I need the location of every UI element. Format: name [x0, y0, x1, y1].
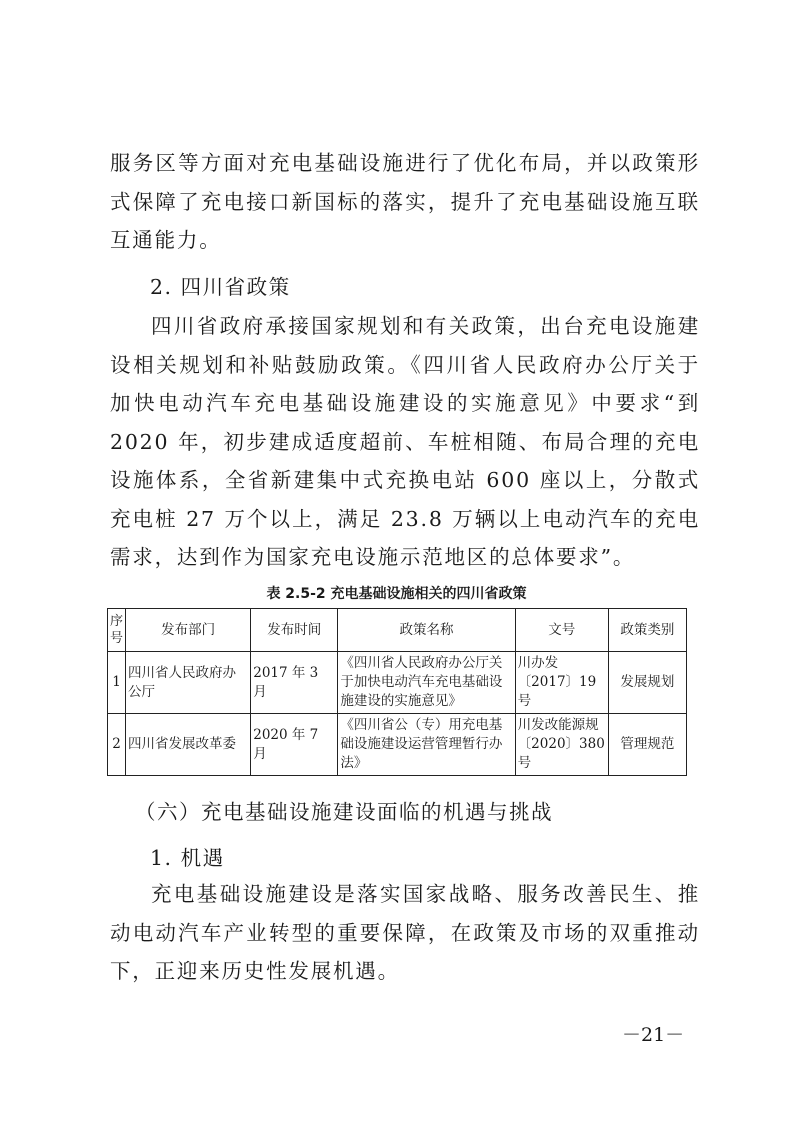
heading-opportunity: 1. 机遇	[150, 846, 225, 870]
cell-type: 管理规范	[608, 714, 686, 776]
section-title-six: （六）充电基础设施建设面临的机遇与挑战	[135, 800, 553, 824]
header-dept: 发布部门	[126, 609, 251, 652]
header-date: 发布时间	[251, 609, 338, 652]
header-code: 文号	[515, 609, 608, 652]
cell-no: 2	[108, 714, 126, 776]
paragraph-top: 服务区等方面对充电基础设施进行了优化布局，并以政策形式保障了充电接口新国标的落实，提升了充电基础设施互联互通能力。	[110, 151, 700, 252]
page-number: －21－	[622, 1024, 685, 1046]
cell-code: 川办发〔2017〕19 号	[515, 652, 608, 714]
header-name: 政策名称	[338, 609, 515, 652]
cell-name: 《四川省公（专）用充电基础设施建设运营管理暂行办法》	[338, 714, 515, 776]
cell-dept: 四川省发展改革委	[126, 714, 251, 776]
table-header-row	[108, 609, 687, 652]
table-row	[108, 652, 687, 714]
header-type: 政策类别	[608, 609, 686, 652]
header-no: 序号	[108, 609, 126, 652]
paragraph-sichuan-policy: 四川省政府承接国家规划和有关政策，出台充电设施建设相关规划和补贴鼓励政策。《四川省人民政府办公厅关于加快电动汽车充电基础设施建设的实施意见》中要求“到 2020 年，初步建成适度超前、车桩相随、布局合理的充电设施体系，全省新建集中式充换电站 600 座以上，分散式充电桩 27 万个以上，满足 23.8 万辆以上电动汽车的充电需求，达到作为国家充电设施示范地区的总体要求”。	[110, 314, 700, 569]
cell-type: 发展规划	[608, 652, 686, 714]
paragraph-opportunity: 充电基础设施建设是落实国家战略、服务改善民生、推动电动汽车产业转型的重要保障，在政策及市场的双重推动下，正迎来历史性发展机遇。	[110, 882, 700, 983]
cell-date: 2017 年 3 月	[251, 652, 338, 714]
cell-code: 川发改能源规〔2020〕380 号	[515, 714, 608, 776]
heading-sichuan-policy: 2. 四川省政策	[150, 275, 291, 299]
cell-no: 1	[108, 652, 126, 714]
table-row	[108, 714, 687, 776]
policy-table	[107, 608, 687, 776]
cell-dept: 四川省人民政府办公厅	[126, 652, 251, 714]
table-caption: 表 2.5-2 充电基础设施相关的四川省政策	[266, 586, 527, 602]
cell-name: 《四川省人民政府办公厅关于加快电动汽车充电基础设施建设的实施意见》	[338, 652, 515, 714]
cell-date: 2020 年 7 月	[251, 714, 338, 776]
